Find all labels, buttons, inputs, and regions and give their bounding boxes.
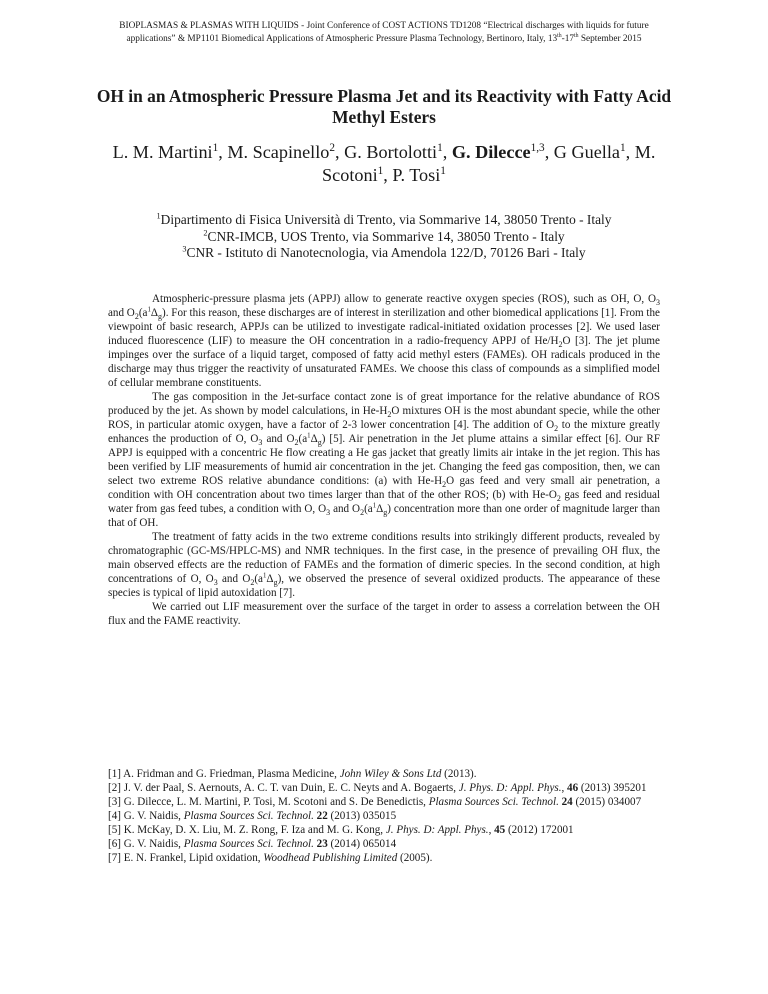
- author: [554, 142, 635, 162]
- conference-header: [92, 20, 676, 46]
- reference-item: [108, 809, 660, 823]
- affiliation-mark: 2: [203, 228, 208, 238]
- text-run: 2: [250, 578, 255, 588]
- text-run: 2: [360, 508, 365, 518]
- text-run: 46: [567, 782, 579, 794]
- text-run: O [3]. The jet plume impinges over the surface of a liquid target, composed of fatty acid methyl esters (FAMEs). OH radicals produced in the discharge may thus trigger the reactivity of unsaturated FAMEs. We choose this class of compounds as a simplified model of cellular membrane constituents.: [108, 335, 660, 389]
- text-run: 24: [561, 796, 573, 808]
- reference-item: [108, 795, 660, 809]
- author-affiliation-mark: 1,3: [530, 141, 545, 154]
- reference-item: [108, 823, 660, 837]
- text-run: Plasma Sources Sci. Technol.: [183, 810, 314, 822]
- affiliation-mark: 1: [156, 211, 161, 221]
- text-run: (2013) 035015: [327, 810, 397, 822]
- text-run: and O: [108, 307, 135, 319]
- reference-item: [108, 781, 660, 795]
- text-run: (a: [254, 573, 263, 585]
- affiliation-text: Dipartimento di Fisica Università di Trento, via Sommarive 14, 38050 Trento - Italy: [160, 212, 612, 227]
- reference-item: [108, 767, 660, 781]
- author-name: L. M. Martini: [112, 142, 213, 162]
- affiliation-mark: 3: [182, 244, 187, 254]
- text-run: 3: [656, 298, 660, 308]
- text-run: John Wiley & Sons Ltd: [339, 768, 442, 780]
- reference-item: [108, 851, 660, 865]
- author-name: G. Dilecce: [451, 142, 531, 162]
- text-run: g: [158, 312, 163, 322]
- abstract-paragraph: [108, 600, 660, 628]
- text-run: g: [383, 508, 388, 518]
- author: [452, 142, 554, 162]
- affiliation-text: CNR - Istituto di Nanotecnologia, via Amendola 122/D, 70126 Bari - Italy: [186, 245, 586, 260]
- author-name: M. Scapinello: [227, 142, 330, 162]
- abstract-paragraph: [108, 390, 660, 530]
- text-run: Plasma Sources Sci. Technol.: [183, 838, 314, 850]
- text-run: ) [5]. Air penetration in the Jet plume attains a similar effect [6]. Our RF APPJ is equipped with a concentric He flow creating a He gas jacket that greatly limits air intake in the jet region. This has been verified by LIF measurements of humid air concentration in the jet. Changing the feed gas composition, then, we can select two extreme ROS relative abundance conditions: (a) with He-H: [108, 433, 660, 487]
- text-run: Δ: [310, 433, 318, 445]
- text-run: Δ: [150, 307, 159, 319]
- reference-list: [108, 767, 660, 865]
- text-run: (2012) 172001: [505, 824, 574, 836]
- author: [227, 142, 344, 162]
- text-run: The gas composition in the Jet-surface contact zone is of great importance for the relative abundance of ROS produced by the jet. As shown by model calculations, in He-H: [108, 391, 660, 417]
- text-run: (2014) 065014: [327, 838, 397, 850]
- text-run: (a: [364, 503, 373, 515]
- text-run: Δ: [376, 503, 384, 515]
- text-run: J. Phys. D: Appl. Phys.: [385, 824, 489, 836]
- text-run: g: [273, 578, 278, 588]
- author-name: P. Tosi: [392, 165, 441, 185]
- affiliation-list: [92, 212, 676, 262]
- header-sup: th: [557, 32, 562, 39]
- text-run: ) concentration more than one order of magnitude larger than that of OH.: [108, 503, 660, 529]
- text-run: Atmospheric-pressure plasma jets (APPJ) allow to generate reactive oxygen species (ROS), such as OH, O, O: [152, 293, 656, 305]
- text-run: 3: [258, 438, 263, 448]
- affiliation-line: [92, 245, 676, 262]
- abstract-paragraph: [108, 530, 660, 600]
- author-list: [92, 141, 676, 187]
- text-run: 3: [213, 578, 218, 588]
- text-run: 1: [372, 502, 377, 510]
- header-line: BIOPLASMAS & PLASMAS WITH LIQUIDS - Joint Conference of COST ACTIONS TD1208 “Electrical discharges with liquids for future: [119, 21, 649, 31]
- affiliation-line: [92, 229, 676, 246]
- text-run: to the mixture greatly enhances the production of O, O: [108, 419, 660, 445]
- text-run: [3] G. Dilecce, L. M. Martini, P. Tosi, M. Scotoni and S. De Benedictis,: [108, 796, 429, 808]
- author-name: G Guella: [553, 142, 620, 162]
- author: [113, 142, 228, 162]
- author-separator: ,: [335, 142, 345, 162]
- text-run: 2: [294, 438, 299, 448]
- text-run: [1] A. Fridman and G. Friedman, Plasma Medicine,: [108, 768, 340, 780]
- text-run: 3: [326, 508, 331, 518]
- text-run: 22: [316, 810, 328, 822]
- reference-item: [108, 837, 660, 851]
- text-run: 2: [554, 424, 559, 434]
- author-name: G. Bortolotti: [344, 142, 438, 162]
- text-run: We carried out LIF measurement over the surface of the target in order to assess a correlation between the OH flux and the FAME reactivity.: [108, 601, 660, 627]
- text-run: O gas feed and very small air penetration, a condition with OH concentration about two times larger than that of the other ROS; (b) with He-O: [108, 475, 660, 501]
- text-run: [6] G. V. Naidis,: [108, 838, 184, 850]
- text-run: and O: [217, 573, 251, 585]
- text-run: and O: [330, 503, 361, 515]
- header-sup: th: [574, 32, 579, 39]
- text-run: 45: [494, 824, 506, 836]
- text-run: [4] G. V. Naidis,: [108, 810, 184, 822]
- text-run: O mixtures OH is the most abundant specie, while the other ROS, in particular atomic oxygen, have a factor of 2-3 lower concentration [4]. The addition of O: [108, 405, 660, 431]
- text-run: [7] E. N. Frankel, Lipid oxidation,: [108, 852, 264, 864]
- text-run: ,: [488, 824, 495, 836]
- text-run: Woodhead Publishing Limited: [263, 852, 398, 864]
- text-run: g: [317, 438, 322, 448]
- text-run: 2: [442, 480, 447, 490]
- text-run: [5] K. McKay, D. X. Liu, M. Z. Rong, F. Iza and M. G. Kong,: [108, 824, 386, 836]
- author-separator: ,: [544, 142, 554, 162]
- paper-title: OH in an Atmospheric Pressure Plasma Jet and its Reactivity with Fatty Acid Methyl Esters: [96, 86, 672, 127]
- text-run: (a: [298, 433, 308, 445]
- author-separator: ,: [442, 142, 452, 162]
- text-run: 2: [558, 340, 563, 350]
- text-run: ), we observed the presence of several oxidized products. The appearance of these species is typical of lipid autoxidation [7].: [108, 573, 660, 599]
- text-run: Plasma Sources Sci. Technol.: [428, 796, 559, 808]
- text-run: (a: [138, 307, 148, 319]
- header-text: -17: [561, 34, 575, 44]
- abstract-body: [108, 292, 660, 628]
- text-run: [2] J. V. der Paal, S. Aernouts, A. C. T. van Duin, E. C. Neyts and A. Bogaerts,: [108, 782, 459, 794]
- author-affiliation-mark: 1: [377, 164, 384, 177]
- author-affiliation-mark: 1: [212, 141, 219, 154]
- author-affiliation-mark: 1: [437, 141, 443, 154]
- author-separator: ,: [625, 142, 635, 162]
- author: [344, 142, 452, 162]
- text-run: Δ: [266, 573, 274, 585]
- author-name: M. Scotoni: [322, 142, 656, 185]
- text-run: J. Phys. D: Appl. Phys.: [458, 782, 562, 794]
- author: [392, 165, 446, 185]
- text-run: 2: [134, 312, 139, 322]
- affiliation-text: CNR-IMCB, UOS Trento, via Sommarive 14, 38050 Trento - Italy: [207, 228, 565, 244]
- affiliation-line: [92, 212, 676, 229]
- author-separator: ,: [218, 142, 228, 162]
- author-affiliation-mark: 2: [329, 141, 336, 154]
- header-line: [92, 33, 676, 46]
- author-separator: ,: [383, 165, 393, 185]
- text-run: ). For this reason, these discharges are of interest in sterilization and other biomedical applications [1]. From the viewpoint of basic research, APPJs can be utilized to investigate radical-initiated oxidation processes [2]. We used laser induced fluorescence (LIF) to measure the OH concentration in a radio-frequency APPJ of He/H: [108, 307, 660, 347]
- author-affiliation-mark: 1: [440, 164, 446, 177]
- abstract-paragraph: [108, 292, 660, 390]
- text-run: 2: [556, 494, 561, 504]
- text-run: The treatment of fatty acids in the two extreme conditions results into strikingly different products, revealed by chromatographic (GC-MS/HPLC-MS) and NMR techniques. In the first case, in the presence of prevailing OH flux, the main observed effects are the reduction of FAMEs and the formation of dimeric species. In the second condition, at high concentrations of O, O: [108, 531, 660, 585]
- text-run: 1: [147, 306, 151, 314]
- text-run: (2013).: [441, 768, 477, 780]
- author-affiliation-mark: 1: [619, 141, 626, 154]
- text-run: gas feed and residual water from gas feed tubes, a condition with O, O: [108, 489, 661, 515]
- header-text: September 2015: [578, 34, 642, 44]
- text-run: 1: [262, 572, 267, 580]
- header-text: applications” & MP1101 Biomedical Applications of Atmospheric Pressure Plasma Technology, Bertinoro, Italy, 13: [126, 34, 558, 44]
- text-run: (2013) 395201: [578, 782, 647, 794]
- text-run: (2015) 034007: [572, 796, 642, 808]
- text-run: ,: [561, 782, 568, 794]
- text-run: 1: [307, 432, 311, 440]
- text-run: 23: [316, 838, 328, 850]
- text-run: 2: [387, 410, 392, 420]
- text-run: and O: [262, 433, 295, 445]
- text-run: (2005).: [397, 852, 433, 864]
